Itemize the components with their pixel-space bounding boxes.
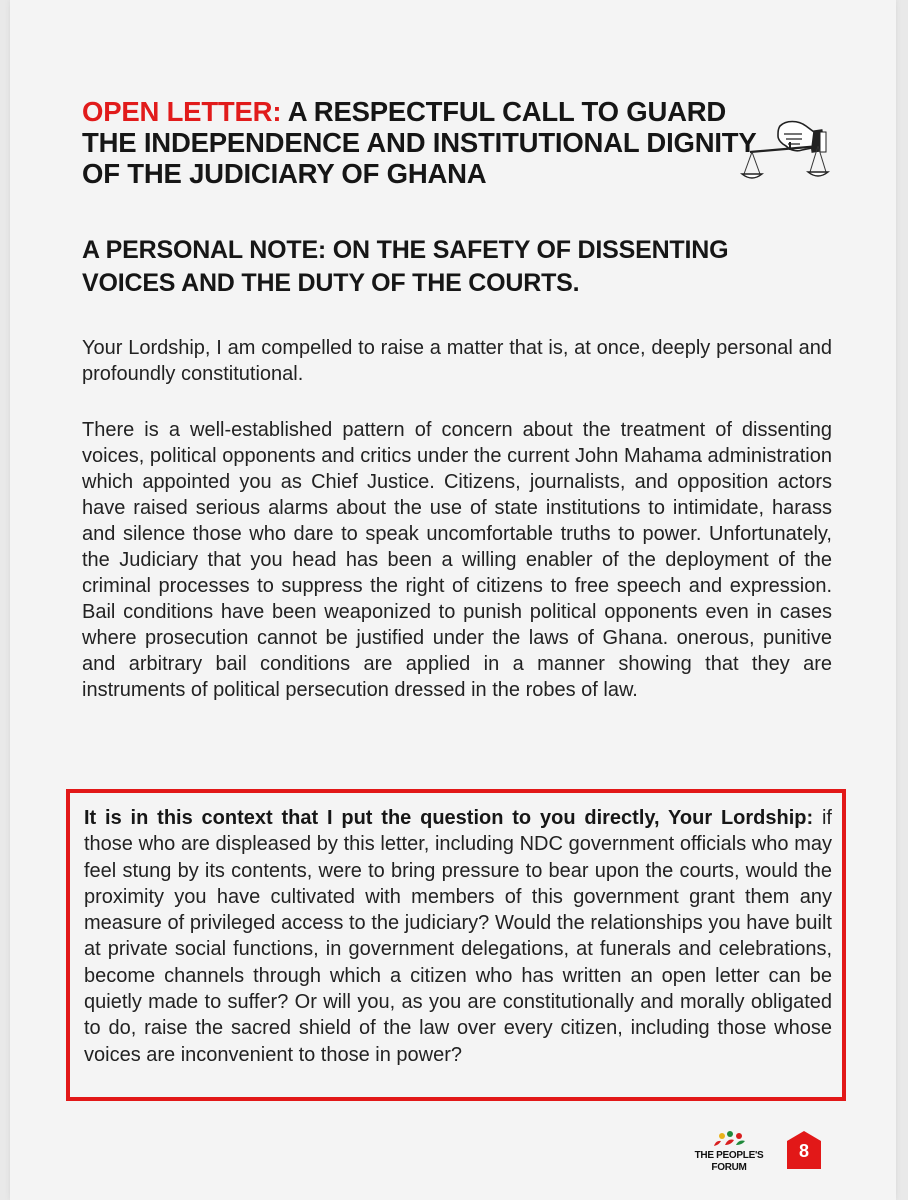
- highlighted-callout-box: [66, 789, 846, 1101]
- title-rest: A RESPECTFUL CALL TO GUARD THE INDEPENDENCE AND INSTITUTIONAL DIGNITY OF THE JUDICIARY OF GHANA: [82, 96, 757, 189]
- body-paragraph-1: Your Lordship, I am compelled to raise a matter that is, at once, deeply personal and profoundly constitutional.: [82, 337, 832, 385]
- brand-name: [694, 1150, 764, 1174]
- title-accent: OPEN LETTER:: [82, 96, 282, 127]
- body-paragraph-2: There is a well-established pattern of concern about the treatment of dissenting voices, political opponents and critics under the current John Mahama administration which appointed you as Chief Justice. Citizens, journalists, and opposition actors have raised serious alarms about the use of state institutions to intimidate, harass and silence those who dare to speak uncomfortable truths to power. Unfortunately, the Judiciary that you head has been a willing enabler of the deployment of the criminal processes to suppress the right of citizens to free speech and expression. Bail conditions have been weaponized to punish political opponents even in cases where prosecution cannot be justified under the laws of Ghana. onerous, punitive and arbitrary bail conditions are applied in a manner showing that they are instruments of political persecution dressed in the robes of law.: [82, 419, 832, 701]
- callout-paragraph: [84, 805, 832, 1068]
- hand-holding-scales-of-justice-icon: [740, 112, 840, 188]
- brand-line-1: THE PEOPLE'S: [694, 1150, 764, 1161]
- peoples-forum-brand: [694, 1130, 764, 1186]
- callout-body-text: if those who are displeased by this letter, including NDC government officials who may feel stung by its contents, were to bring pressure to bear upon the courts, would the proximity you have cultivated with members of this government grant them any measure of privileged access to the judiciary? Would the relationships you have built at private social functions, in government delegations, at funerals and celebrations, become channels through which a citizen who has written an open letter can be quietly made to suffer? Or will you, as you are constitutionally and morally obligated to do, raise the sacred shield of the law over every citizen, including those whose voices are inconvenient to those in power?: [84, 807, 832, 1066]
- callout-bold-lead: It is in this context that I put the question to you directly, Your Lordship:: [84, 807, 814, 829]
- page-number-badge: [786, 1130, 822, 1170]
- letter-title: [82, 96, 782, 189]
- section-subheading: A PERSONAL NOTE: ON THE SAFETY OF DISSENTING VOICES AND THE DUTY OF THE COURTS.: [82, 236, 729, 297]
- page-number: 8: [798, 1141, 809, 1161]
- peoples-forum-logo-icon: [710, 1130, 750, 1150]
- brand-line-2: FORUM: [711, 1162, 747, 1173]
- document-page: [10, 0, 896, 1200]
